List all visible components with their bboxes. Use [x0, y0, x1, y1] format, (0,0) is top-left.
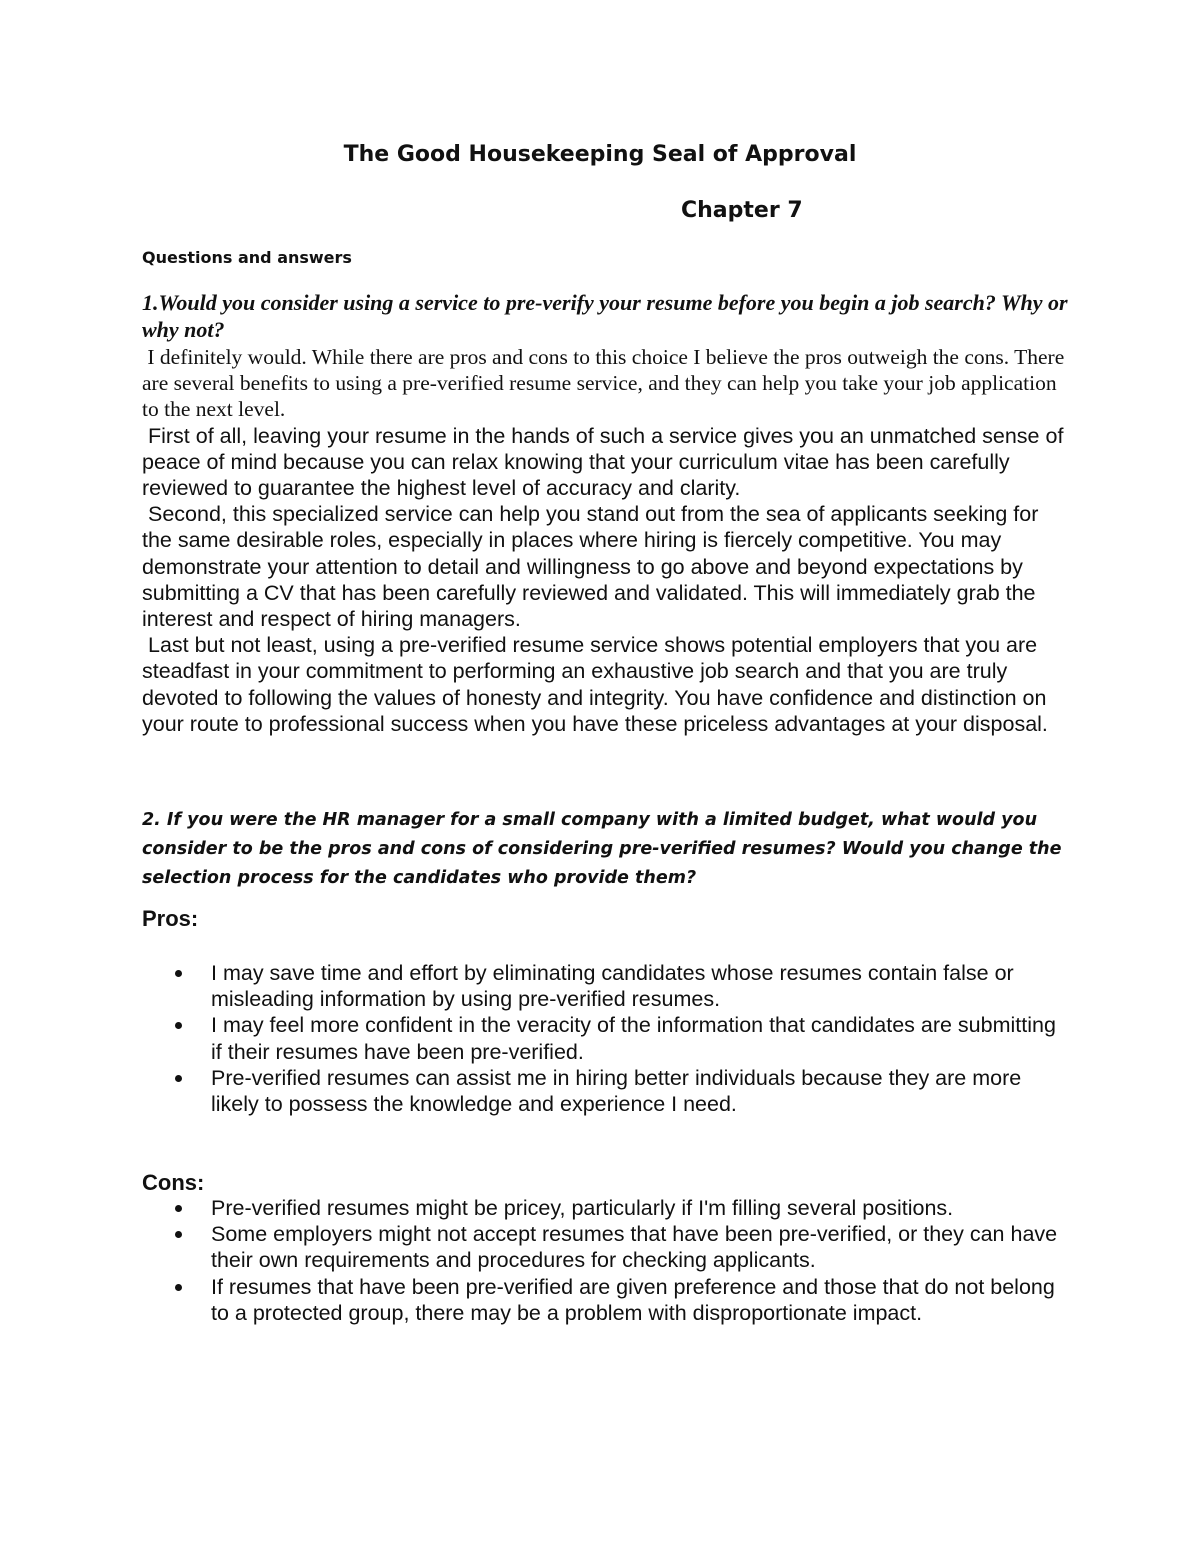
- cons-list: [170, 1195, 1070, 1326]
- pros-heading: Pros:: [142, 906, 199, 931]
- chapter-heading: Chapter 7: [681, 198, 803, 223]
- answer-1: [142, 344, 1072, 737]
- cons-heading: Cons:: [142, 1170, 205, 1195]
- bullet-icon: [175, 1022, 182, 1029]
- list-item: [170, 1012, 1070, 1064]
- list-item-text: Some employers might not accept resumes that have been pre-verified, or they can have their own requirements and procedures for checking applicants.: [211, 1222, 1058, 1273]
- list-item-text: I may save time and effort by eliminating candidates whose resumes contain false or misleading information by using pre-verified resumes.: [211, 961, 1014, 1012]
- list-item: [170, 960, 1070, 1012]
- question-1: 1.Would you consider using a service to pre-verify your resume before you begin a job search? Why or why not?: [142, 290, 1068, 342]
- bullet-icon: [175, 1205, 182, 1212]
- bullet-icon: [175, 1075, 182, 1082]
- answer-1-paragraph: I definitely would. While there are pros and cons to this choice I believe the pros outweigh the cons. There are several benefits to using a pre-verified resume service, and they can help you take your job application to the next level.: [142, 345, 1070, 422]
- bullet-icon: [175, 1231, 182, 1238]
- list-item-text: Pre-verified resumes might be pricey, particularly if I'm filling several positions.: [211, 1196, 954, 1220]
- pros-list: [170, 960, 1070, 1117]
- list-item: [170, 1274, 1070, 1326]
- list-item: [170, 1195, 1070, 1221]
- list-item-text: I may feel more confident in the veracity of the information that candidates are submitting if their resumes have been pre-verified.: [211, 1013, 1056, 1064]
- section-label: Questions and answers: [142, 248, 352, 267]
- answer-1-paragraph: Last but not least, using a pre-verified resume service shows potential employers that you are steadfast in your commitment to performing an exhaustive job search and that you are truly devoted to following the values of honesty and integrity. You have confidence and distinction on your route to professional success when you have these priceless advantages at your disposal.: [142, 633, 1053, 736]
- question-2: 2. If you were the HR manager for a small company with a limited budget, what would you consider to be the pros and cons of considering pre-verified resumes? Would you change the selection process for the candidates who provide them?: [142, 810, 1062, 888]
- answer-1-paragraph: First of all, leaving your resume in the hands of such a service gives you an unmatched sense of peace of mind because you can relax knowing that your curriculum vitae has been carefully reviewed to guarantee the highest level of accuracy and clarity.: [142, 423, 1070, 501]
- list-item-text: Pre-verified resumes can assist me in hiring better individuals because they are more likely to possess the knowledge and experience I need.: [211, 1065, 1022, 1117]
- answer-1-paragraph: Second, this specialized service can help you stand out from the sea of applicants seeking for the same desirable roles, especially in places where hiring is fiercely competitive. You may demonstrate your attention to detail and willingness to go above and beyond expectations by submitting a CV that has been carefully reviewed and validated. This will immediately grab the interest and respect of hiring managers.: [142, 502, 1045, 632]
- document-title: The Good Housekeeping Seal of Approval: [343, 142, 857, 167]
- list-item: [170, 1065, 1070, 1117]
- bullet-icon: [175, 970, 182, 977]
- list-item-text: If resumes that have been pre-verified are given preference and those that do not belong to a protected group, there may be a problem with disproportionate impact.: [211, 1274, 1055, 1325]
- list-item: [170, 1221, 1070, 1273]
- bullet-icon: [175, 1284, 182, 1291]
